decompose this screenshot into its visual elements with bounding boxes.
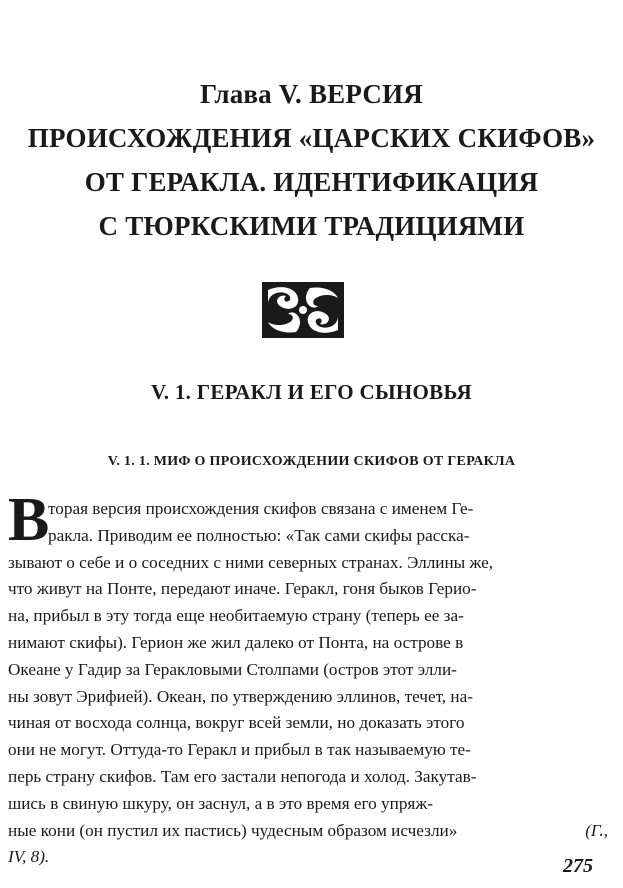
text-line: зывают о себе и о соседних с ними северных странах. Эллины же, bbox=[8, 552, 494, 572]
page-number: 275 bbox=[563, 855, 593, 877]
body-paragraph bbox=[8, 496, 608, 871]
text-line: шись в свиную шкуру, он заснул, а в это время его упряж- bbox=[8, 793, 433, 813]
chapter-title-line: ОТ ГЕРАКЛА. ИДЕНТИФИКАЦИЯ bbox=[84, 167, 539, 197]
text-line: перь страну скифов. Там его застали непогода и холод. Закутав- bbox=[8, 766, 477, 786]
text-line: на, прибыл в эту тогда еще необитаемую страну (теперь ее за- bbox=[8, 606, 464, 626]
text-line: ракла. Приводим ее полностью: «Так сами скифы расска- bbox=[48, 525, 470, 545]
citation: (Г., bbox=[585, 820, 608, 840]
text-line: ны зовут Эрифией). Океан, по утверждению эллинов, течет, на- bbox=[8, 686, 473, 706]
section-title: V. 1. ГЕРАКЛ И ЕГО СЫНОВЬЯ bbox=[151, 380, 472, 404]
subsection-title: V. 1. 1. МИФ О ПРОИСХОЖДЕНИИ СКИФОВ ОТ ГЕРАКЛА bbox=[107, 454, 516, 469]
decorative-ornament-icon bbox=[262, 282, 344, 338]
chapter-title bbox=[0, 72, 623, 248]
chapter-title-line: Глава V. ВЕРСИЯ bbox=[200, 79, 423, 109]
text-line: ные кони (он пустил их пастись) чудесным образом исчезли» (Г., bbox=[8, 818, 608, 845]
citation-end: IV, 8). bbox=[8, 847, 50, 867]
text-line: что живут на Понте, передают иначе. Геракл, гоня быков Герио- bbox=[8, 579, 477, 599]
chapter-title-line: С ТЮРКСКИМИ ТРАДИЦИЯМИ bbox=[98, 211, 525, 241]
text-line: чиная от восхода солнца, вокруг всей земли, но доказать этого bbox=[8, 713, 465, 733]
text-line: Океане у Гадир за Геракловыми Столпами (остров этот элли- bbox=[8, 659, 457, 679]
drop-cap: В bbox=[8, 486, 50, 554]
text-line: они не могут. Оттуда-то Геракл и прибыл в так называемую те- bbox=[8, 740, 471, 760]
text-line: торая версия происхождения скифов связана с именем Ге- bbox=[48, 499, 474, 518]
text-line: нимают скифы). Герион же жил далеко от Понта, на острове в bbox=[8, 632, 464, 652]
text-line bbox=[8, 844, 608, 871]
chapter-title-line: ПРОИСХОЖДЕНИЯ «ЦАРСКИХ СКИФОВ» bbox=[27, 123, 596, 153]
